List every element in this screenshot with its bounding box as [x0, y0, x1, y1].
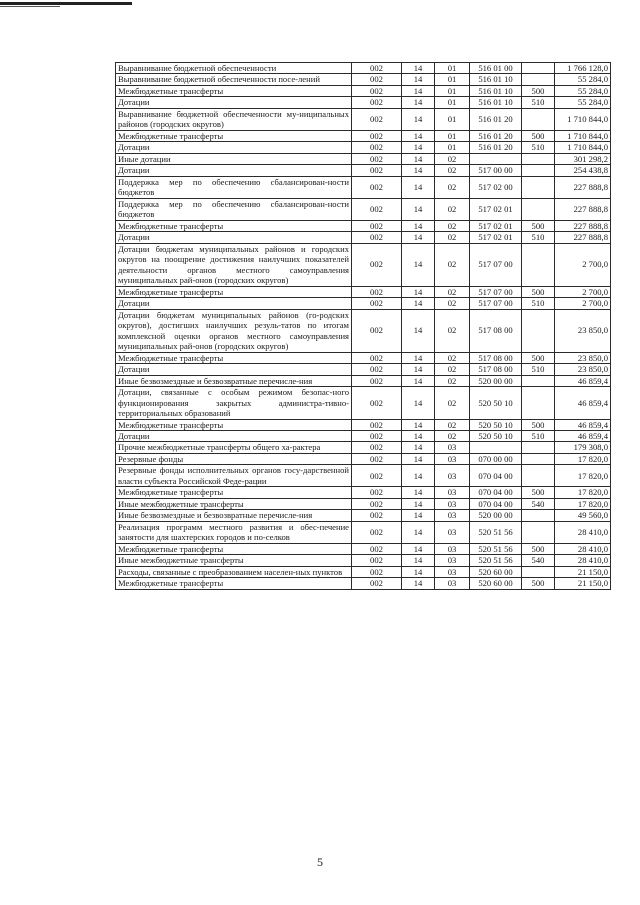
table-row	[116, 543, 611, 554]
expense-type-cell	[522, 176, 555, 198]
subsection-code-cell: 03	[435, 543, 470, 554]
expense-type-cell	[522, 510, 555, 521]
expense-type-cell	[522, 387, 555, 419]
subsection-code-cell: 03	[435, 453, 470, 464]
ministry-code-cell: 002	[352, 578, 402, 589]
table-row	[116, 198, 611, 220]
expense-type-cell	[522, 108, 555, 130]
table-row	[116, 430, 611, 441]
table-row	[116, 176, 611, 198]
amount-cell: 17 820,0	[555, 465, 611, 487]
ministry-code-cell: 002	[352, 165, 402, 176]
amount-cell: 2 700,0	[555, 243, 611, 286]
amount-cell: 227 888,8	[555, 220, 611, 231]
ministry-code-cell: 002	[352, 442, 402, 453]
target-article-cell: 516 01 10	[470, 97, 522, 108]
section-code-cell: 14	[402, 309, 435, 352]
subsection-code-cell: 02	[435, 220, 470, 231]
table-row	[116, 465, 611, 487]
target-article-cell: 516 01 20	[470, 130, 522, 141]
target-article-cell: 517 02 00	[470, 176, 522, 198]
expense-type-cell	[522, 521, 555, 543]
table-row	[116, 142, 611, 153]
section-code-cell: 14	[402, 566, 435, 577]
expense-type-cell: 540	[522, 498, 555, 509]
table-row	[116, 220, 611, 231]
table-row	[116, 453, 611, 464]
section-code-cell: 14	[402, 442, 435, 453]
row-name-cell: Выравнивание бюджетной обеспеченности му-ниципальных районов (городских округов)	[116, 108, 352, 130]
row-name-cell: Межбюджетные трансферты	[116, 578, 352, 589]
expense-type-cell	[522, 198, 555, 220]
row-name-cell: Межбюджетные трансферты	[116, 543, 352, 554]
row-name-cell: Дотации бюджетам муниципальных районов (го-родских округов), достигших наилучших резуль-татов по итогам комплексной оценки органов местного самоуправления муниципальных рай-онов (городских округов)	[116, 309, 352, 352]
subsection-code-cell: 02	[435, 364, 470, 375]
expense-type-cell: 500	[522, 85, 555, 96]
table-row	[116, 74, 611, 85]
amount-cell: 1 710 844,0	[555, 108, 611, 130]
table-row	[116, 309, 611, 352]
expense-type-cell: 510	[522, 298, 555, 309]
row-name-cell: Дотации бюджетам муниципальных районов и городских округов на поощрение достижения наилучших показателей деятельности органов местного самоуправления муниципальных рай-онов (городских округов)	[116, 243, 352, 286]
amount-cell: 46 859,4	[555, 387, 611, 419]
expense-type-cell	[522, 375, 555, 386]
target-article-cell: 516 01 10	[470, 85, 522, 96]
subsection-code-cell: 01	[435, 74, 470, 85]
subsection-code-cell: 02	[435, 176, 470, 198]
ministry-code-cell: 002	[352, 430, 402, 441]
expense-type-cell	[522, 63, 555, 74]
row-name-cell: Иные межбюджетные трансферты	[116, 498, 352, 509]
target-article-cell: 520 51 56	[470, 521, 522, 543]
table-row	[116, 555, 611, 566]
amount-cell: 46 859,4	[555, 419, 611, 430]
amount-cell: 1 710 844,0	[555, 142, 611, 153]
target-article-cell: 517 02 01	[470, 232, 522, 243]
ministry-code-cell: 002	[352, 176, 402, 198]
target-article-cell: 070 04 00	[470, 487, 522, 498]
amount-cell: 28 410,0	[555, 555, 611, 566]
table-row	[116, 130, 611, 141]
section-code-cell: 14	[402, 453, 435, 464]
expense-type-cell	[522, 74, 555, 85]
section-code-cell: 14	[402, 63, 435, 74]
expense-type-cell: 510	[522, 364, 555, 375]
row-name-cell: Иные межбюджетные трансферты	[116, 555, 352, 566]
expense-type-cell	[522, 309, 555, 352]
row-name-cell: Дотации	[116, 142, 352, 153]
ministry-code-cell: 002	[352, 298, 402, 309]
subsection-code-cell: 01	[435, 130, 470, 141]
expense-type-cell	[522, 566, 555, 577]
amount-cell: 49 560,0	[555, 510, 611, 521]
expense-type-cell: 500	[522, 220, 555, 231]
row-name-cell: Реализация программ местного развития и обес-печение занятости для шахтерских городов и по-селков	[116, 521, 352, 543]
subsection-code-cell: 02	[435, 298, 470, 309]
ministry-code-cell: 002	[352, 85, 402, 96]
subsection-code-cell: 01	[435, 63, 470, 74]
row-name-cell: Межбюджетные трансферты	[116, 220, 352, 231]
section-code-cell: 14	[402, 108, 435, 130]
ministry-code-cell: 002	[352, 309, 402, 352]
ministry-code-cell: 002	[352, 243, 402, 286]
amount-cell: 55 284,0	[555, 74, 611, 85]
section-code-cell: 14	[402, 130, 435, 141]
target-article-cell: 517 08 00	[470, 309, 522, 352]
subsection-code-cell: 02	[435, 232, 470, 243]
target-article-cell: 517 07 00	[470, 243, 522, 286]
row-name-cell: Иные дотации	[116, 153, 352, 164]
table-row	[116, 63, 611, 74]
target-article-cell: 517 07 00	[470, 298, 522, 309]
ministry-code-cell: 002	[352, 510, 402, 521]
target-article-cell: 517 00 00	[470, 165, 522, 176]
expense-type-cell: 500	[522, 286, 555, 297]
amount-cell: 21 150,0	[555, 578, 611, 589]
amount-cell: 301 298,2	[555, 153, 611, 164]
target-article-cell: 516 01 10	[470, 74, 522, 85]
row-name-cell: Межбюджетные трансферты	[116, 419, 352, 430]
target-article-cell: 516 01 20	[470, 108, 522, 130]
table-row	[116, 442, 611, 453]
table-row	[116, 352, 611, 363]
subsection-code-cell: 01	[435, 85, 470, 96]
subsection-code-cell: 01	[435, 108, 470, 130]
target-article-cell: 520 50 10	[470, 430, 522, 441]
row-name-cell: Резервные фонды исполнительных органов госу-дарственной власти субъекта Российской Феде-рации	[116, 465, 352, 487]
table-row	[116, 298, 611, 309]
target-article-cell: 517 02 01	[470, 198, 522, 220]
subsection-code-cell: 03	[435, 487, 470, 498]
table-row	[116, 510, 611, 521]
section-code-cell: 14	[402, 387, 435, 419]
expense-type-cell: 500	[522, 419, 555, 430]
row-name-cell: Иные безвозмездные и безвозвратные перечисле-ния	[116, 510, 352, 521]
subsection-code-cell: 02	[435, 430, 470, 441]
expense-type-cell	[522, 465, 555, 487]
ministry-code-cell: 002	[352, 198, 402, 220]
target-article-cell: 517 08 00	[470, 364, 522, 375]
target-article-cell	[470, 442, 522, 453]
subsection-code-cell: 02	[435, 153, 470, 164]
subsection-code-cell: 03	[435, 555, 470, 566]
ministry-code-cell: 002	[352, 352, 402, 363]
subsection-code-cell: 03	[435, 465, 470, 487]
table-row	[116, 364, 611, 375]
budget-table	[115, 62, 611, 590]
section-code-cell: 14	[402, 487, 435, 498]
amount-cell: 227 888,8	[555, 176, 611, 198]
ministry-code-cell: 002	[352, 108, 402, 130]
amount-cell: 28 410,0	[555, 543, 611, 554]
amount-cell: 179 308,0	[555, 442, 611, 453]
ministry-code-cell: 002	[352, 387, 402, 419]
expense-type-cell	[522, 442, 555, 453]
table-row	[116, 387, 611, 419]
expense-type-cell: 510	[522, 232, 555, 243]
row-name-cell: Выравнивание бюджетной обеспеченности посе-лений	[116, 74, 352, 85]
target-article-cell: 520 50 10	[470, 387, 522, 419]
subsection-code-cell: 01	[435, 142, 470, 153]
target-article-cell: 520 00 00	[470, 510, 522, 521]
table-row	[116, 419, 611, 430]
subsection-code-cell: 02	[435, 419, 470, 430]
target-article-cell: 070 04 00	[470, 465, 522, 487]
section-code-cell: 14	[402, 153, 435, 164]
ministry-code-cell: 002	[352, 521, 402, 543]
section-code-cell: 14	[402, 220, 435, 231]
amount-cell: 23 850,0	[555, 352, 611, 363]
section-code-cell: 14	[402, 298, 435, 309]
section-code-cell: 14	[402, 352, 435, 363]
ministry-code-cell: 002	[352, 543, 402, 554]
expense-type-cell: 540	[522, 555, 555, 566]
amount-cell: 254 438,8	[555, 165, 611, 176]
section-code-cell: 14	[402, 232, 435, 243]
ministry-code-cell: 002	[352, 142, 402, 153]
target-article-cell: 517 07 00	[470, 286, 522, 297]
amount-cell: 23 850,0	[555, 309, 611, 352]
table-row	[116, 578, 611, 589]
ministry-code-cell: 002	[352, 465, 402, 487]
amount-cell: 17 820,0	[555, 453, 611, 464]
section-code-cell: 14	[402, 419, 435, 430]
row-name-cell: Дотации	[116, 364, 352, 375]
table-row	[116, 232, 611, 243]
target-article-cell: 520 00 00	[470, 375, 522, 386]
expense-type-cell: 500	[522, 487, 555, 498]
ministry-code-cell: 002	[352, 566, 402, 577]
row-name-cell: Поддержка мер по обеспечению сбалансирован-ности бюджетов	[116, 198, 352, 220]
subsection-code-cell: 03	[435, 510, 470, 521]
target-article-cell: 520 51 56	[470, 555, 522, 566]
row-name-cell: Межбюджетные трансферты	[116, 130, 352, 141]
expense-type-cell	[522, 153, 555, 164]
target-article-cell	[470, 153, 522, 164]
row-name-cell: Дотации	[116, 97, 352, 108]
section-code-cell: 14	[402, 465, 435, 487]
table-row	[116, 165, 611, 176]
expense-type-cell	[522, 243, 555, 286]
table-row	[116, 286, 611, 297]
ministry-code-cell: 002	[352, 364, 402, 375]
subsection-code-cell: 02	[435, 309, 470, 352]
ministry-code-cell: 002	[352, 220, 402, 231]
ministry-code-cell: 002	[352, 498, 402, 509]
expense-type-cell: 500	[522, 543, 555, 554]
ministry-code-cell: 002	[352, 232, 402, 243]
table-row	[116, 85, 611, 96]
row-name-cell: Иные безвозмездные и безвозвратные перечисле-ния	[116, 375, 352, 386]
section-code-cell: 14	[402, 85, 435, 96]
scan-artifact-bar	[0, 2, 132, 5]
section-code-cell: 14	[402, 521, 435, 543]
amount-cell: 17 820,0	[555, 487, 611, 498]
expense-type-cell: 510	[522, 142, 555, 153]
row-name-cell: Резервные фонды	[116, 453, 352, 464]
section-code-cell: 14	[402, 97, 435, 108]
amount-cell: 2 700,0	[555, 286, 611, 297]
expense-type-cell: 500	[522, 130, 555, 141]
section-code-cell: 14	[402, 286, 435, 297]
ministry-code-cell: 002	[352, 63, 402, 74]
amount-cell: 227 888,8	[555, 198, 611, 220]
section-code-cell: 14	[402, 510, 435, 521]
row-name-cell: Дотации	[116, 298, 352, 309]
subsection-code-cell: 03	[435, 521, 470, 543]
amount-cell: 2 700,0	[555, 298, 611, 309]
table-row	[116, 498, 611, 509]
amount-cell: 1 710 844,0	[555, 130, 611, 141]
row-name-cell: Межбюджетные трансферты	[116, 487, 352, 498]
target-article-cell: 516 01 20	[470, 142, 522, 153]
row-name-cell: Поддержка мер по обеспечению сбалансирован-ности бюджетов	[116, 176, 352, 198]
amount-cell: 17 820,0	[555, 498, 611, 509]
section-code-cell: 14	[402, 74, 435, 85]
amount-cell: 46 859,4	[555, 375, 611, 386]
subsection-code-cell: 02	[435, 286, 470, 297]
amount-cell: 227 888,8	[555, 232, 611, 243]
ministry-code-cell: 002	[352, 286, 402, 297]
section-code-cell: 14	[402, 498, 435, 509]
amount-cell: 55 284,0	[555, 85, 611, 96]
subsection-code-cell: 03	[435, 578, 470, 589]
ministry-code-cell: 002	[352, 130, 402, 141]
target-article-cell: 520 60 00	[470, 566, 522, 577]
table-row	[116, 97, 611, 108]
ministry-code-cell: 002	[352, 555, 402, 566]
budget-table-body	[116, 63, 611, 590]
subsection-code-cell: 03	[435, 442, 470, 453]
row-name-cell: Межбюджетные трансферты	[116, 352, 352, 363]
table-row	[116, 487, 611, 498]
expense-type-cell	[522, 165, 555, 176]
ministry-code-cell: 002	[352, 74, 402, 85]
expense-type-cell: 500	[522, 578, 555, 589]
row-name-cell: Выравнивание бюджетной обеспеченности	[116, 63, 352, 74]
subsection-code-cell: 02	[435, 165, 470, 176]
target-article-cell: 517 08 00	[470, 352, 522, 363]
expense-type-cell: 500	[522, 352, 555, 363]
amount-cell: 55 284,0	[555, 97, 611, 108]
target-article-cell: 520 51 56	[470, 543, 522, 554]
subsection-code-cell: 03	[435, 498, 470, 509]
section-code-cell: 14	[402, 176, 435, 198]
section-code-cell: 14	[402, 543, 435, 554]
section-code-cell: 14	[402, 364, 435, 375]
section-code-cell: 14	[402, 243, 435, 286]
ministry-code-cell: 002	[352, 153, 402, 164]
target-article-cell: 070 00 00	[470, 453, 522, 464]
row-name-cell: Прочие межбюджетные трансферты общего ха-рактера	[116, 442, 352, 453]
row-name-cell: Дотации	[116, 232, 352, 243]
amount-cell: 28 410,0	[555, 521, 611, 543]
subsection-code-cell: 02	[435, 387, 470, 419]
section-code-cell: 14	[402, 375, 435, 386]
ministry-code-cell: 002	[352, 375, 402, 386]
subsection-code-cell: 01	[435, 97, 470, 108]
row-name-cell: Дотации, связанные с особым режимом безопас-ного функционирования закрытых администра-тивно-территориальных образований	[116, 387, 352, 419]
expense-type-cell: 510	[522, 97, 555, 108]
ministry-code-cell: 002	[352, 487, 402, 498]
ministry-code-cell: 002	[352, 419, 402, 430]
target-article-cell: 517 02 01	[470, 220, 522, 231]
subsection-code-cell: 02	[435, 198, 470, 220]
table-row	[116, 153, 611, 164]
table-row	[116, 108, 611, 130]
section-code-cell: 14	[402, 165, 435, 176]
table-row	[116, 566, 611, 577]
expense-type-cell: 510	[522, 430, 555, 441]
target-article-cell: 520 50 10	[470, 419, 522, 430]
ministry-code-cell: 002	[352, 97, 402, 108]
row-name-cell: Расходы, связанные с преобразованием населен-ных пунктов	[116, 566, 352, 577]
subsection-code-cell: 02	[435, 352, 470, 363]
page-number: 5	[317, 855, 323, 869]
amount-cell: 23 850,0	[555, 364, 611, 375]
amount-cell: 21 150,0	[555, 566, 611, 577]
target-article-cell: 516 01 00	[470, 63, 522, 74]
scan-artifact-line	[0, 6, 60, 7]
section-code-cell: 14	[402, 555, 435, 566]
table-row	[116, 521, 611, 543]
section-code-cell: 14	[402, 198, 435, 220]
section-code-cell: 14	[402, 578, 435, 589]
subsection-code-cell: 02	[435, 375, 470, 386]
ministry-code-cell: 002	[352, 453, 402, 464]
expense-type-cell	[522, 453, 555, 464]
row-name-cell: Межбюджетные трансферты	[116, 85, 352, 96]
subsection-code-cell: 02	[435, 243, 470, 286]
target-article-cell: 520 60 00	[470, 578, 522, 589]
section-code-cell: 14	[402, 430, 435, 441]
row-name-cell: Межбюджетные трансферты	[116, 286, 352, 297]
subsection-code-cell: 03	[435, 566, 470, 577]
table-row	[116, 375, 611, 386]
amount-cell: 46 859,4	[555, 430, 611, 441]
section-code-cell: 14	[402, 142, 435, 153]
table-row	[116, 243, 611, 286]
target-article-cell: 070 04 00	[470, 498, 522, 509]
row-name-cell: Дотации	[116, 165, 352, 176]
amount-cell: 1 766 128,0	[555, 63, 611, 74]
row-name-cell: Дотации	[116, 430, 352, 441]
